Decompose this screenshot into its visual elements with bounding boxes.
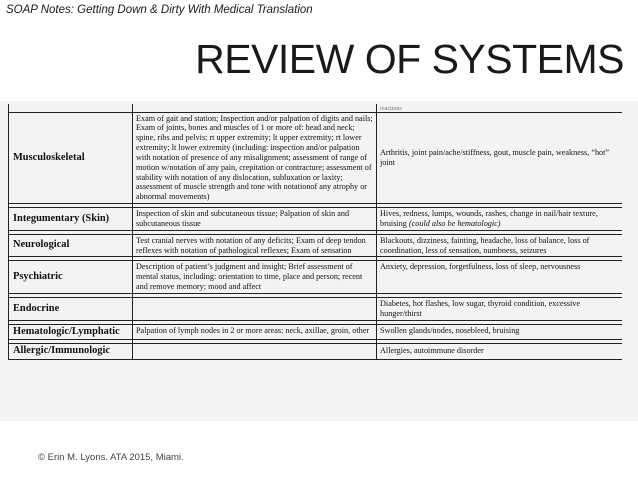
presentation-subtitle: SOAP Notes: Getting Down & Dirty With Medical Translation — [6, 4, 313, 16]
cropped-text: reactions — [380, 105, 402, 112]
symptoms-text: Blackouts, dizziness, fainting, headache, loss of balance, loss of coordination, less of sensation, numbness, seizures — [380, 235, 590, 255]
exam-cell — [133, 344, 377, 359]
exam-cell: Palpation of lymph nodes in 2 or more areas: neck, axillae, groin, other — [133, 324, 377, 339]
system-name-cell: Allergic/Immunologic — [9, 344, 133, 359]
table-cell — [133, 104, 377, 112]
table-cell — [9, 104, 133, 112]
table-row-fragment — [9, 104, 623, 112]
table-row — [9, 234, 623, 257]
table-row — [9, 208, 623, 231]
exam-cell: Exam of gait and station; Inspection and/or palpation of digits and nails; Exam of joints, bones and muscles of 1 or more of: head and neck; spine, ribs and pelvis; rt upper extremity; lt upper extremity; rt lower extremity; lt lower extremity (including: inspection and/or palpation with notation of presence of any misalignment; assessment of range of motion w/notation of any pain, crepitation or contracture; assessment of stability with notation of any dislocation, subluxation or laxity; assessment of muscle strength and tone with notationof any atrophy or abnormal movements) — [133, 112, 377, 204]
table-row — [9, 324, 623, 339]
symptoms-text: Hives, redness, lumps, wounds, rashes, change in nail/hair texture, bruising — [380, 209, 598, 228]
exam-cell: Inspection of skin and subcutaneous tissue; Palpation of skin and subcutaneous tissue — [133, 208, 377, 231]
symptoms-note: (could also be hematologic) — [408, 218, 501, 228]
exam-cell — [133, 298, 377, 321]
symptoms-text: Swollen glands/nodes, nosebleed, bruising — [380, 325, 520, 335]
system-name-cell: Psychiatric — [9, 261, 133, 294]
symptoms-cell — [377, 344, 623, 359]
symptoms-text: Arthritis, joint pain/ache/stiffness, gout, muscle pain, weakness, “hot” joint — [380, 147, 610, 167]
system-name-cell: Integumentary (Skin) — [9, 208, 133, 231]
copyright-footer: © Erin M. Lyons. ATA 2015, Miami. — [38, 452, 184, 463]
table-row — [9, 344, 623, 359]
symptoms-cell — [377, 112, 623, 204]
system-name-cell: Endocrine — [9, 298, 133, 321]
exam-cell: Description of patient’s judgment and insight; Brief assessment of mental status, including: orientation to time, place and person; recent and remove memory; mood and affect — [133, 261, 377, 294]
slide-title: REVIEW OF SYSTEMS — [195, 36, 624, 82]
exam-cell: Test cranial nerves with notation of any deficits; Exam of deep tendon reflexes with notation of pathological reflexes; Exam of sensation — [133, 234, 377, 257]
symptoms-cell — [377, 324, 623, 339]
system-name-cell: Hematologic/Lymphatic — [9, 324, 133, 339]
table-cell-fragment — [377, 104, 623, 112]
system-name-cell: Neurological — [9, 234, 133, 257]
symptoms-text: Diabetes, hot flashes, low sugar, thyroid condition, excessive hunger/thirst — [380, 299, 580, 318]
symptoms-cell — [377, 298, 623, 321]
symptoms-text: Anxiety, depression, forgetfulness, loss of sleep, nervousness — [380, 262, 581, 272]
review-of-systems-table — [8, 104, 622, 416]
table-row — [9, 261, 623, 294]
systems-table — [8, 104, 622, 360]
table-row — [9, 298, 623, 321]
table-row — [9, 112, 623, 204]
symptoms-text: Allergies, autoimmune disorder — [380, 346, 484, 356]
symptoms-cell — [377, 234, 623, 257]
symptoms-cell — [377, 261, 623, 294]
system-name-cell: Musculoskeletal — [9, 112, 133, 204]
symptoms-cell — [377, 208, 623, 231]
